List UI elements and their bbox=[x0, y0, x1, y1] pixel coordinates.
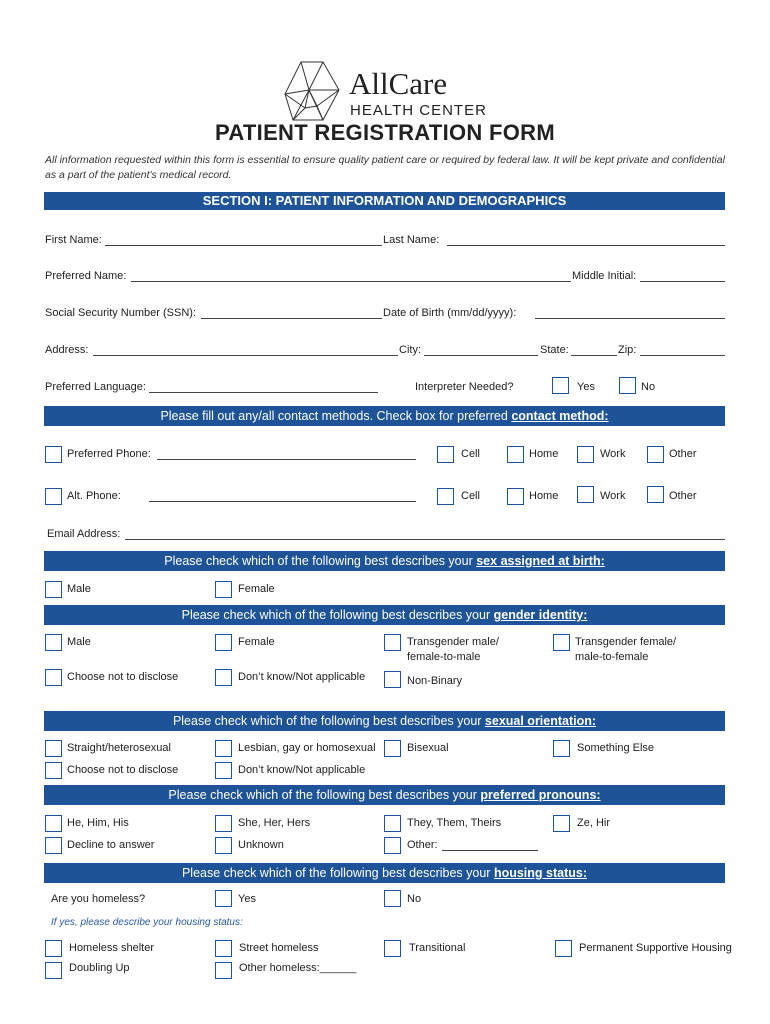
pronoun-other-field[interactable] bbox=[442, 850, 538, 851]
address-field[interactable] bbox=[93, 355, 398, 356]
zip-field[interactable] bbox=[640, 355, 725, 356]
pronoun-she-checkbox[interactable] bbox=[215, 815, 232, 832]
preferred-phone-field[interactable] bbox=[157, 459, 416, 460]
last-name-field[interactable] bbox=[447, 245, 725, 246]
email-label: Email Address: bbox=[47, 528, 121, 540]
orientation-straight-label: Straight/heterosexual bbox=[67, 742, 171, 754]
interpreter-label: Interpreter Needed? bbox=[415, 381, 514, 393]
homeless-no-label: No bbox=[407, 893, 422, 905]
middle-initial-label: Middle Initial: bbox=[572, 270, 637, 282]
orientation-lesbian-label: Lesbian, gay or homosexual bbox=[238, 742, 376, 754]
pronoun-he-label: He, Him, His bbox=[67, 817, 129, 829]
city-field[interactable] bbox=[424, 355, 538, 356]
logo-wordmark: AllCare bbox=[349, 66, 448, 101]
last-name-label: Last Name: bbox=[383, 234, 440, 246]
contact-bar-emphasis: contact method: bbox=[511, 409, 609, 423]
housing-transitional-checkbox[interactable] bbox=[384, 940, 401, 957]
housing-status-note: If yes, please describe your housing status: bbox=[51, 917, 243, 928]
housing-bar-text: Please check which of the following best describes your bbox=[181, 866, 494, 880]
gender-trans-male-checkbox[interactable] bbox=[384, 634, 401, 651]
orientation-something-else-label: Something Else bbox=[577, 742, 655, 754]
housing-doubling-checkbox[interactable] bbox=[45, 962, 62, 979]
preferred-phone-label: Preferred Phone: bbox=[67, 448, 151, 460]
address-label: Address: bbox=[45, 344, 89, 356]
orientation-dont-know-label: Don’t know/Not applicable bbox=[238, 764, 366, 776]
preferred-name-field[interactable] bbox=[131, 281, 571, 282]
pronouns-header bbox=[44, 785, 725, 805]
pronoun-they-label: They, Them, Theirs bbox=[407, 817, 502, 829]
pronoun-he-checkbox[interactable] bbox=[45, 815, 62, 832]
gender-non-binary-label: Non-Binary bbox=[407, 675, 463, 687]
housing-shelter-checkbox[interactable] bbox=[45, 940, 62, 957]
housing-transitional-label: Transitional bbox=[409, 942, 466, 954]
preferred-phone-home-label: Home bbox=[529, 448, 559, 460]
sex-bar-emphasis: sex assigned at birth: bbox=[476, 554, 605, 568]
orientation-not-disclose-checkbox[interactable] bbox=[45, 762, 62, 779]
sex-female-label: Female bbox=[238, 583, 275, 595]
housing-street-label: Street homeless bbox=[239, 942, 319, 954]
orientation-not-disclose-label: Choose not to disclose bbox=[67, 764, 179, 776]
sex-male-checkbox[interactable] bbox=[45, 581, 62, 598]
alt-phone-cell-label: Cell bbox=[461, 490, 480, 502]
alt-phone-cell-checkbox[interactable] bbox=[437, 488, 454, 505]
dob-label: Date of Birth (mm/dd/yyyy): bbox=[383, 307, 517, 319]
preferred-phone-cell-checkbox[interactable] bbox=[437, 446, 454, 463]
orientation-straight-checkbox[interactable] bbox=[45, 740, 62, 757]
pronoun-other-checkbox[interactable] bbox=[384, 837, 401, 854]
alt-phone-other-checkbox[interactable] bbox=[647, 486, 664, 503]
contact-bar-text: Please fill out any/all contact methods. Check box for preferred bbox=[160, 409, 512, 423]
preferred-phone-other-label: Other bbox=[669, 448, 697, 460]
housing-shelter-label: Homeless shelter bbox=[69, 942, 154, 954]
alt-phone-home-checkbox[interactable] bbox=[507, 488, 524, 505]
pronoun-unknown-label: Unknown bbox=[238, 839, 284, 851]
preferred-language-label: Preferred Language: bbox=[45, 381, 146, 393]
preferred-phone-home-checkbox[interactable] bbox=[507, 446, 524, 463]
gender-trans-female-label-1: Transgender female/ bbox=[575, 636, 677, 648]
email-field[interactable] bbox=[125, 539, 725, 540]
middle-initial-field[interactable] bbox=[640, 281, 725, 282]
gender-trans-male-label-2: female-to-male bbox=[407, 651, 481, 663]
sex-at-birth-header bbox=[44, 551, 725, 571]
housing-doubling-label: Doubling Up bbox=[69, 962, 130, 974]
housing-other-label: Other homeless:______ bbox=[239, 962, 357, 974]
orientation-bisexual-checkbox[interactable] bbox=[384, 740, 401, 757]
form-intro-text: All information requested within this form is essential to ensure quality patient care or required by federal law. It will be kept private and confidential as a part of the patient's medical record. bbox=[45, 154, 725, 181]
alt-phone-field[interactable] bbox=[149, 501, 416, 502]
alt-phone-home-label: Home bbox=[529, 490, 559, 502]
pronoun-they-checkbox[interactable] bbox=[384, 815, 401, 832]
logo-subtitle: HEALTH CENTER bbox=[350, 102, 487, 119]
pronoun-other-label: Other: bbox=[407, 839, 438, 851]
housing-street-checkbox[interactable] bbox=[215, 940, 232, 957]
sex-male-label: Male bbox=[67, 583, 91, 595]
section1-header: SECTION I: PATIENT INFORMATION AND DEMOGRAPHICS bbox=[44, 192, 725, 210]
first-name-label: First Name: bbox=[45, 234, 102, 246]
allcare-logo-mark-icon bbox=[283, 60, 341, 122]
pronoun-decline-label: Decline to answer bbox=[67, 839, 155, 851]
gender-identity-header bbox=[44, 605, 725, 625]
housing-other-checkbox[interactable] bbox=[215, 962, 232, 979]
alt-phone-other-label: Other bbox=[669, 490, 697, 502]
ssn-field[interactable] bbox=[201, 318, 382, 319]
pronouns-bar-text: Please check which of the following best describes your bbox=[168, 788, 481, 802]
state-field[interactable] bbox=[571, 355, 617, 356]
pronoun-unknown-checkbox[interactable] bbox=[215, 837, 232, 854]
gender-not-disclose-checkbox[interactable] bbox=[45, 669, 62, 686]
preferred-phone-work-checkbox[interactable] bbox=[577, 446, 594, 463]
interpreter-no-checkbox[interactable] bbox=[619, 377, 636, 394]
orientation-dont-know-checkbox[interactable] bbox=[215, 762, 232, 779]
orientation-bisexual-label: Bisexual bbox=[407, 742, 449, 754]
gender-male-label: Male bbox=[67, 636, 91, 648]
pronouns-bar-emphasis: preferred pronouns: bbox=[480, 788, 601, 802]
homeless-yes-checkbox[interactable] bbox=[215, 890, 232, 907]
pronoun-ze-checkbox[interactable] bbox=[553, 815, 570, 832]
interpreter-yes-label: Yes bbox=[577, 381, 595, 393]
contact-method-header bbox=[44, 406, 725, 426]
pronoun-decline-checkbox[interactable] bbox=[45, 837, 62, 854]
preferred-phone-cell-label: Cell bbox=[461, 448, 480, 460]
dob-field[interactable] bbox=[535, 318, 725, 319]
first-name-field[interactable] bbox=[105, 245, 382, 246]
sex-bar-text: Please check which of the following best describes your bbox=[164, 554, 477, 568]
housing-status-header bbox=[44, 863, 725, 883]
pronoun-ze-label: Ze, Hir bbox=[577, 817, 610, 829]
gender-trans-male-label-1: Transgender male/ bbox=[407, 636, 499, 648]
orientation-bar-text: Please check which of the following best describes your bbox=[172, 714, 485, 728]
homeless-question-label: Are you homeless? bbox=[51, 893, 146, 905]
homeless-yes-label: Yes bbox=[238, 893, 256, 905]
preferred-phone-work-label: Work bbox=[600, 448, 626, 460]
housing-permanent-label: Permanent Supportive Housing bbox=[579, 942, 732, 954]
housing-permanent-checkbox[interactable] bbox=[555, 940, 572, 957]
preferred-language-field[interactable] bbox=[149, 392, 378, 393]
orientation-something-else-checkbox[interactable] bbox=[553, 740, 570, 757]
interpreter-no-label: No bbox=[641, 381, 656, 393]
state-label: State: bbox=[540, 344, 569, 356]
gender-female-label: Female bbox=[238, 636, 275, 648]
preferred-name-label: Preferred Name: bbox=[45, 270, 127, 282]
sexual-orientation-header bbox=[44, 711, 725, 731]
orientation-lesbian-checkbox[interactable] bbox=[215, 740, 232, 757]
gender-dont-know-checkbox[interactable] bbox=[215, 669, 232, 686]
gender-bar-emphasis: gender identity: bbox=[493, 608, 588, 622]
gender-non-binary-checkbox[interactable] bbox=[384, 671, 401, 688]
zip-label: Zip: bbox=[618, 344, 637, 356]
orientation-bar-emphasis: sexual orientation: bbox=[484, 714, 597, 728]
pronoun-she-label: She, Her, Hers bbox=[238, 817, 311, 829]
gender-not-disclose-label: Choose not to disclose bbox=[67, 671, 179, 683]
form-title: PATIENT REGISTRATION FORM bbox=[215, 120, 555, 145]
preferred-phone-checkbox[interactable] bbox=[45, 446, 62, 463]
gender-female-checkbox[interactable] bbox=[215, 634, 232, 651]
gender-male-checkbox[interactable] bbox=[45, 634, 62, 651]
housing-bar-emphasis: housing status: bbox=[493, 866, 588, 880]
preferred-phone-other-checkbox[interactable] bbox=[647, 446, 664, 463]
gender-trans-female-checkbox[interactable] bbox=[553, 634, 570, 651]
gender-bar-text: Please check which of the following best describes your bbox=[181, 608, 494, 622]
gender-dont-know-label: Don’t know/Not applicable bbox=[238, 671, 366, 683]
alt-phone-checkbox[interactable] bbox=[45, 488, 62, 505]
homeless-no-checkbox[interactable] bbox=[384, 890, 401, 907]
gender-trans-female-label-2: male-to-female bbox=[575, 651, 649, 663]
city-label: City: bbox=[399, 344, 421, 356]
ssn-label: Social Security Number (SSN): bbox=[45, 307, 196, 319]
sex-female-checkbox[interactable] bbox=[215, 581, 232, 598]
alt-phone-work-label: Work bbox=[600, 490, 626, 502]
alt-phone-label: Alt. Phone: bbox=[67, 490, 121, 502]
alt-phone-work-checkbox[interactable] bbox=[577, 486, 594, 503]
interpreter-yes-checkbox[interactable] bbox=[552, 377, 569, 394]
